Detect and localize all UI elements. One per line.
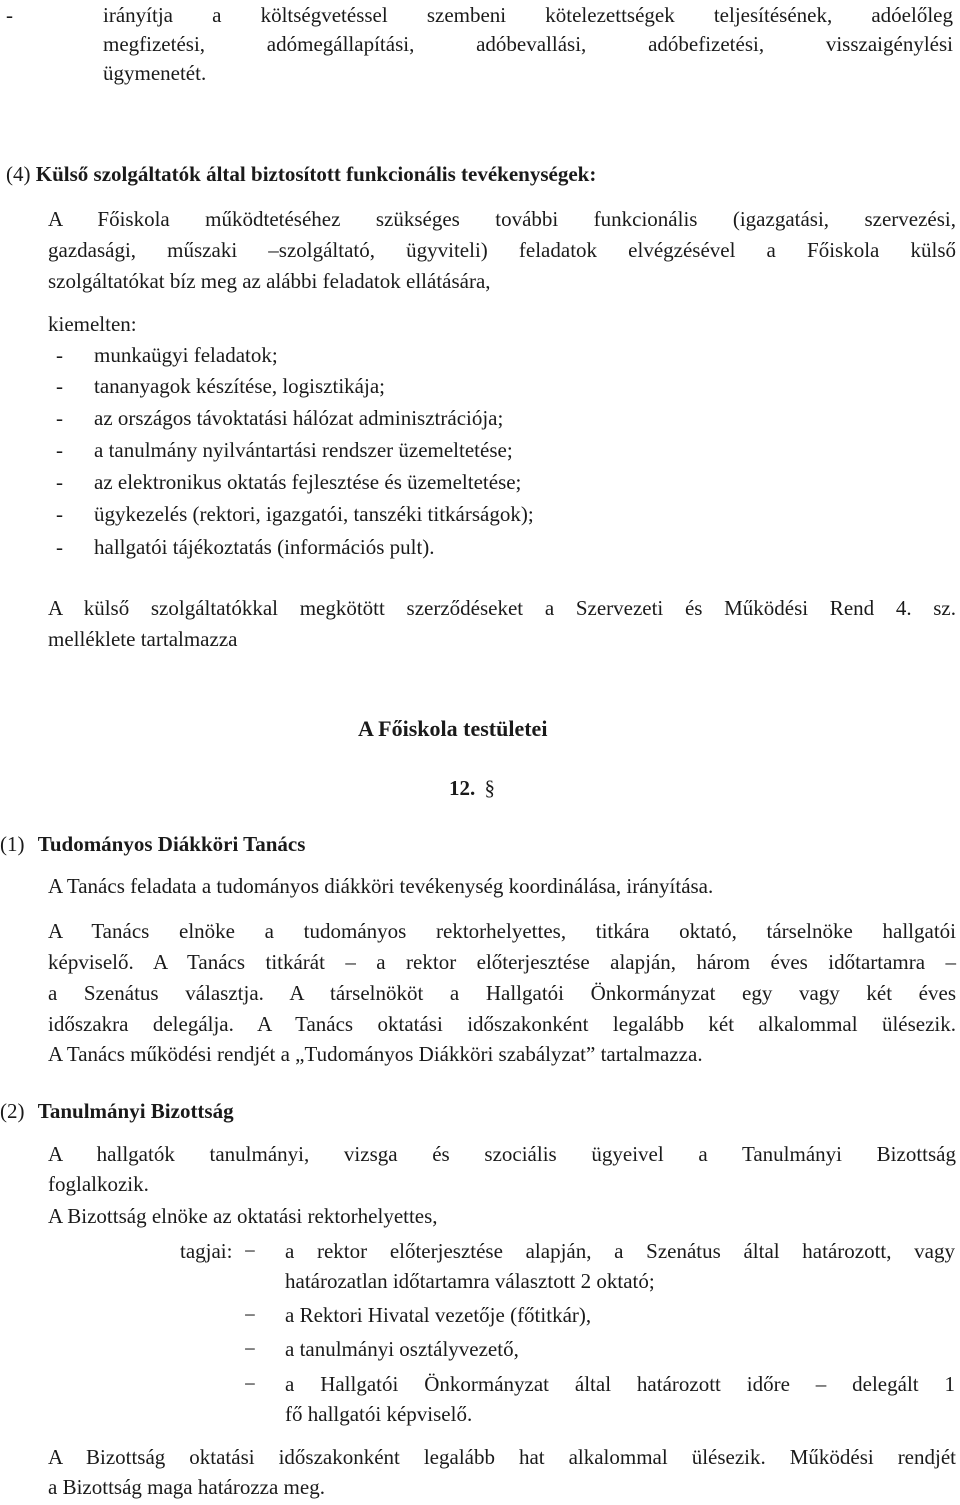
text-line: gazdasági, műszaki –szolgáltató, ügyviteli) feladatok elvégzésével a Főiskola külső xyxy=(48,238,956,262)
kiemelten-label: kiemelten: xyxy=(48,312,137,336)
section-number: (2) xyxy=(0,1099,25,1123)
text-line: szolgáltatókat bíz meg az alábbi feladatok ellátására, xyxy=(48,269,491,293)
text-line: A Tanács működési rendjét a „Tudományos Diákköri szabályzat” tartalmazza. xyxy=(48,1042,703,1066)
committee-title: Tanulmányi Bizottság xyxy=(37,1099,234,1123)
text-line: A hallgatók tanulmányi, vizsga és szociális ügyeivel a Tanulmányi Bizottság xyxy=(48,1142,956,1166)
council-heading xyxy=(0,829,305,859)
section-number: (1) xyxy=(0,832,25,856)
member-dash: − xyxy=(244,1239,256,1263)
text-line: a Rektori Hivatal vezetője (főtitkár), xyxy=(285,1303,592,1327)
text-line: A Tanács elnöke a tudományos rektorhelyettes, titkára oktató, társelnöke hallgatói xyxy=(48,919,956,943)
text-line: ügymenetét. xyxy=(103,61,207,85)
text-line: képviselő. A Tanács titkárát – a rektor előterjesztése alapján, három éves időtartamra – xyxy=(48,950,956,974)
text-line: megfizetési, adómegállapítási, adóbevallási, adóbefizetési, visszaigénylési xyxy=(103,32,953,56)
text-line: időszakra delegálja. A Tanács oktatási időszakonként legalább két alkalommal ülésezik. xyxy=(48,1012,956,1036)
paragraph-number: 12. § xyxy=(449,776,495,800)
section-title: Külső szolgáltatók által biztosított funkcionális tevékenységek: xyxy=(35,162,597,186)
section-number: (4) xyxy=(6,162,31,186)
text-line: A Főiskola működtetéséhez szükséges további funkcionális (igazgatási, szervezési, xyxy=(48,207,956,231)
list-dash: - xyxy=(6,3,13,27)
section-sign: § xyxy=(484,776,495,800)
text-line: a Hallgatói Önkormányzat által határozott időre – delegált 1 xyxy=(285,1372,955,1396)
text-line: A külső szolgáltatókkal megkötött szerződéseket a Szervezeti és Működési Rend 4. sz. xyxy=(48,596,956,620)
text-line: fő hallgatói képviselő. xyxy=(285,1402,473,1426)
section-heading xyxy=(6,160,596,188)
member-dash: − xyxy=(244,1337,256,1361)
committee-heading xyxy=(0,1096,234,1126)
text-line: A Tanács feladata a tudományos diákköri tevékenység koordinálása, irányítása. xyxy=(48,874,714,898)
council-title: Tudományos Diákköri Tanács xyxy=(37,832,306,856)
text-line: irányítja a költségvetéssel szembeni kötelezettségek teljesítésének, adóelőleg xyxy=(103,3,953,27)
text-line: a Bizottság maga határozza meg. xyxy=(48,1475,325,1499)
text-line: a tanulmányi osztályvezető, xyxy=(285,1337,519,1361)
member-dash: − xyxy=(244,1303,256,1327)
text-line: foglalkozik. xyxy=(48,1172,149,1196)
text-line: melléklete tartalmazza xyxy=(48,627,238,651)
text-line: A Bizottság elnöke az oktatási rektorhelyettes, xyxy=(48,1204,438,1228)
tagjai-label: tagjai: xyxy=(180,1239,233,1263)
text-line: határozatlan időtartamra választott 2 oktató; xyxy=(285,1269,655,1293)
text-line: a Szenátus választja. A társelnököt a Hallgatói Önkormányzat egy vagy két éves xyxy=(48,981,956,1005)
chapter-title: A Főiskola testületei xyxy=(358,716,548,741)
text-line: a rektor előterjesztése alapján, a Szenátus által határozott, vagy xyxy=(285,1239,955,1263)
text-line: A Bizottság oktatási időszakonként legalább hat alkalommal ülésezik. Működési rendjét xyxy=(48,1445,956,1469)
member-dash: − xyxy=(244,1372,256,1396)
